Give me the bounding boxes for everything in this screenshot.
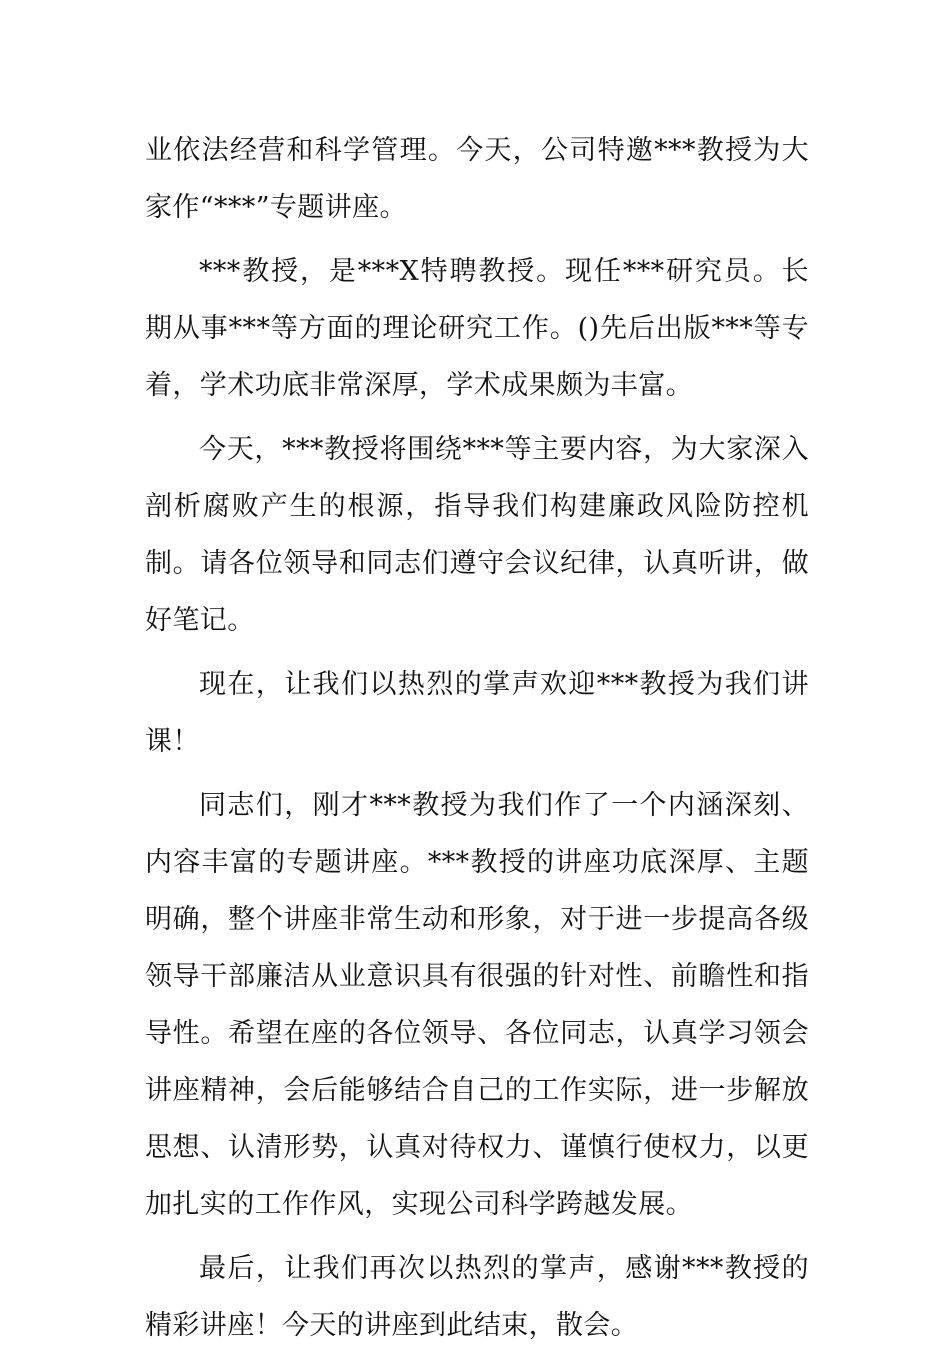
paragraph-welcome: 现在，让我们以热烈的掌声欢迎***教授为我们讲课！ xyxy=(145,669,809,757)
document-body xyxy=(145,122,809,1361)
paragraph-summary: 同志们，刚才***教授为我们作了一个内涵深刻、内容丰富的专题讲座。***教授的讲座功底深厚、主题明确，整个讲座非常生动和形象，对于进一步提高各级领导干部廉洁从业意识具有很强的针对性、前瞻性和指导性。希望在座的各位领导、各位同志，认真学习领会讲座精神，会后能够结合自己的工作实际，进一步解放思想、认清形势，认真对待权力、谨慎行使权力，以更加扎实的工作作风，实现公司科学跨越发展。 xyxy=(145,790,809,1220)
paragraph-closing: 最后，让我们再次以热烈的掌声，感谢***教授的精彩讲座！今天的讲座到此结束，散会。 xyxy=(145,1253,809,1341)
paragraph-professor-intro: ***教授，是***X特聘教授。现任***研究员。长期从事***等方面的理论研究工作。()先后出版***等专着，学术功底非常深厚，学术成果颇为丰富。 xyxy=(145,256,809,401)
paragraph-continuation: 业依法经营和科学管理。今天，公司特邀***教授为大家作“***”专题讲座。 xyxy=(145,135,809,223)
paragraph-lecture-topic: 今天，***教授将围绕***等主要内容，为大家深入剖析腐败产生的根源，指导我们构建廉政风险防控机制。请各位领导和同志们遵守会议纪律，认真听讲，做好笔记。 xyxy=(145,434,809,636)
